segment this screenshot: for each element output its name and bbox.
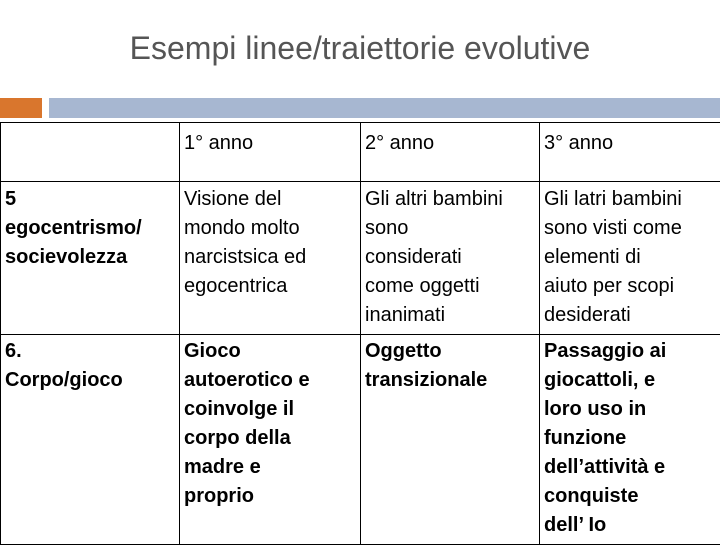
row-label-corpo-gioco: 6. Corpo/gioco bbox=[1, 335, 180, 545]
header-year-2: 2° anno bbox=[361, 123, 540, 182]
header-year-1: 1° anno bbox=[180, 123, 361, 182]
accent-bar-orange bbox=[0, 98, 42, 118]
cell-year-1: Visione del mondo molto narcistsica ed egocentrica bbox=[180, 182, 361, 335]
header-cell-empty bbox=[1, 123, 180, 182]
evolution-table bbox=[0, 122, 720, 545]
table-row bbox=[1, 335, 720, 545]
cell-year-2: Gli altri bambini sono considerati come oggetti inanimati bbox=[361, 182, 540, 335]
row-label-egocentrismo: 5 egocentrismo/ socievolezza bbox=[1, 182, 180, 335]
header-year-3: 3° anno bbox=[540, 123, 720, 182]
slide-title: Esempi linee/traiettorie evolutive bbox=[0, 30, 720, 67]
cell-year-1: Gioco autoerotico e coinvolge il corpo della madre e proprio bbox=[180, 335, 361, 545]
table-header-row bbox=[1, 123, 720, 182]
cell-year-3: Passaggio ai giocattoli, e loro uso in funzione dell’attività e conquiste dell’ Io bbox=[540, 335, 720, 545]
cell-year-3: Gli latri bambini sono visti come elementi di aiuto per scopi desiderati bbox=[540, 182, 720, 335]
cell-year-2: Oggetto transizionale bbox=[361, 335, 540, 545]
accent-bar-blue bbox=[49, 98, 720, 118]
table-row bbox=[1, 182, 720, 335]
